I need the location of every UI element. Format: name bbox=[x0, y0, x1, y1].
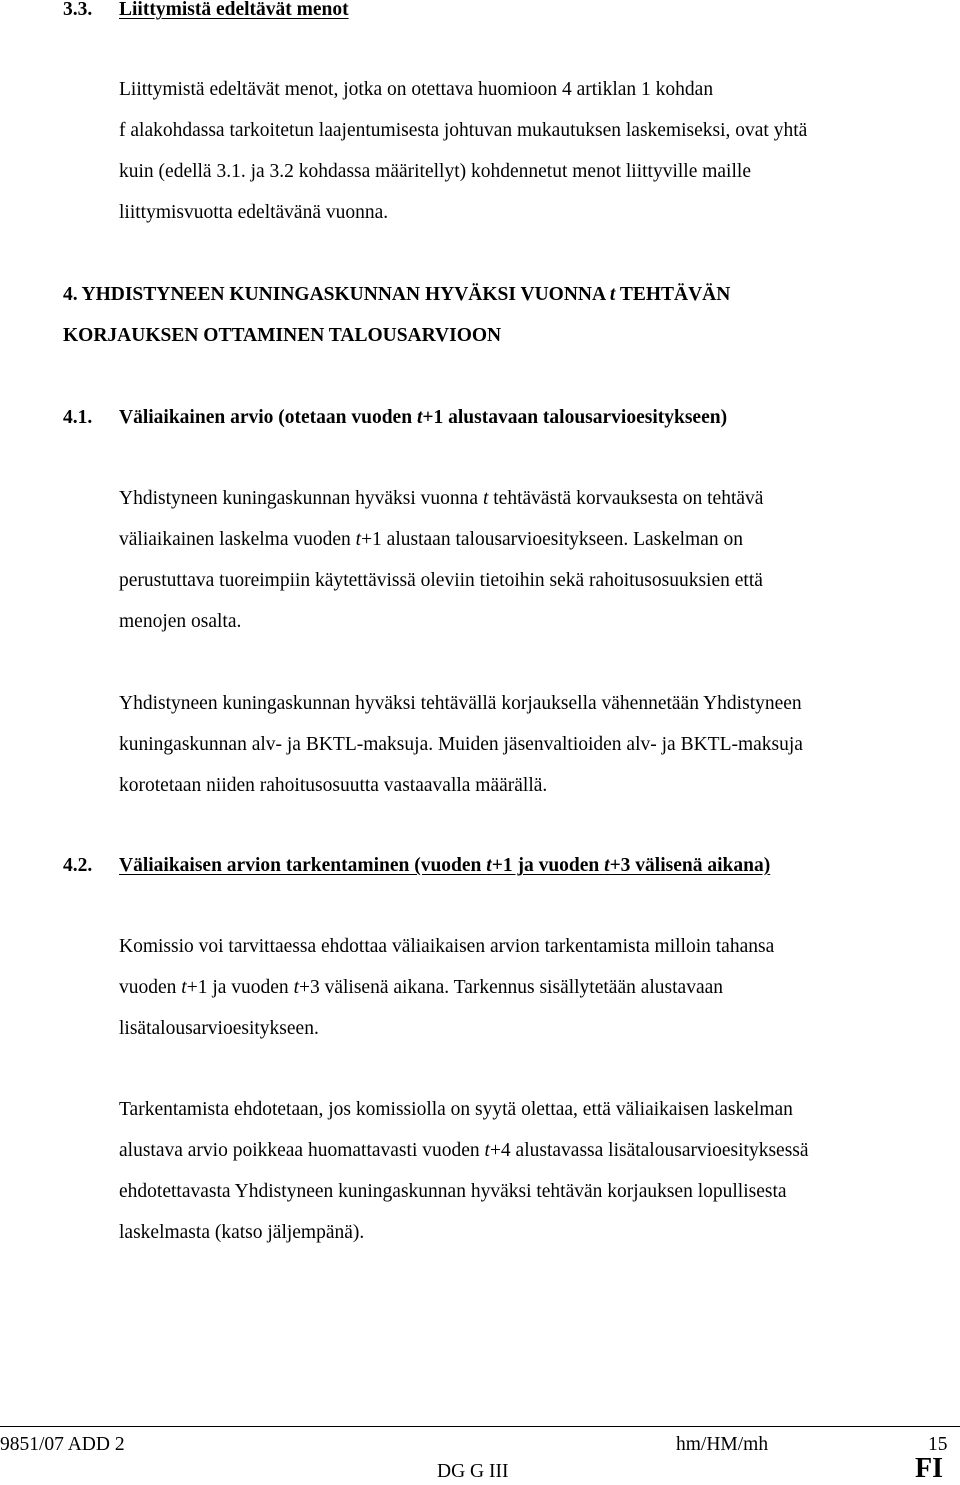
section-4-number: 4. bbox=[63, 284, 78, 305]
paragraph-line: kuningaskunnan alv- ja BKTL-maksuja. Muiden jäsenvaltioiden alv- ja BKTL-maksuja bbox=[119, 734, 803, 755]
section-4-title-line2: KORJAUKSEN OTTAMINEN TALOUSARVIOON bbox=[63, 325, 502, 346]
footer-doc-ref: 9851/07 ADD 2 bbox=[0, 1434, 125, 1455]
paragraph-line: Komissio voi tarvittaessa ehdottaa väliaikaisen arvion tarkentamista milloin tahansa bbox=[119, 936, 775, 957]
section-3-3-title: Liittymistä edeltävät menot bbox=[119, 0, 349, 20]
text: +1 ja vuoden bbox=[186, 977, 294, 998]
title-text: YHDISTYNEEN KUNINGASKUNNAN HYVÄKSI VUONNA bbox=[81, 284, 610, 305]
footer-initials: hm/HM/mh bbox=[676, 1434, 769, 1455]
paragraph-line: ehdotettavasta Yhdistyneen kuningaskunnan hyväksi tehtävän korjauksen lopullisesta bbox=[119, 1181, 787, 1202]
section-3-3-heading bbox=[63, 0, 92, 20]
section-4-2-title bbox=[119, 856, 770, 876]
title-text: TEHTÄVÄN bbox=[615, 284, 731, 305]
footer-page-number: 15 bbox=[928, 1434, 948, 1455]
text: +1 alustaan talousarvioesitykseen. Laskelman on bbox=[361, 529, 743, 550]
title-variable-t: t bbox=[609, 284, 616, 305]
footer-rule bbox=[0, 1426, 960, 1427]
footer-language: FI bbox=[915, 1453, 943, 1484]
title-text: Väliaikainen arvio (otetaan vuoden bbox=[119, 407, 417, 428]
footer-dg: DG G III bbox=[437, 1461, 509, 1482]
paragraph-line: Liittymistä edeltävät menot, jotka on otettava huomioon 4 artiklan 1 kohdan bbox=[119, 79, 714, 100]
section-4-title-line1 bbox=[62, 285, 730, 305]
paragraph-line: kuin (edellä 3.1. ja 3.2 kohdassa määritellyt) kohdennetut menot liittyville maille bbox=[119, 161, 751, 182]
variable-t: t bbox=[484, 1140, 490, 1161]
title-text: Väliaikaisen arvion tarkentaminen (vuoden bbox=[119, 855, 487, 876]
section-4-1-number: 4.1. bbox=[63, 407, 93, 428]
paragraph-line: perustuttava tuoreimpiin käytettävissä oleviin tietoihin sekä rahoitusosuuksien että bbox=[119, 570, 763, 591]
paragraph-line bbox=[119, 489, 763, 509]
title-text: +3 välisenä aikana) bbox=[609, 855, 771, 876]
paragraph-line bbox=[119, 1141, 809, 1161]
paragraph-line: liittymisvuotta edeltävänä vuonna. bbox=[119, 202, 389, 223]
title-text: +1 alustavaan talousarvioesitykseen) bbox=[422, 407, 728, 428]
section-4-2-number: 4.2. bbox=[63, 855, 93, 876]
text: tehtävästä korvauksesta on tehtävä bbox=[488, 488, 764, 509]
text: väliaikainen laskelma vuoden bbox=[119, 529, 356, 550]
variable-t: t bbox=[293, 977, 299, 998]
variable-t: t bbox=[181, 977, 187, 998]
paragraph-line: korotetaan niiden rahoitusosuutta vastaavalla määrällä. bbox=[119, 775, 548, 796]
paragraph-line: Yhdistyneen kuningaskunnan hyväksi tehtävällä korjauksella vähennetään Yhdistyneen bbox=[119, 693, 802, 714]
paragraph-line: menojen osalta. bbox=[119, 611, 242, 632]
text: alustava arvio poikkeaa huomattavasti vuoden bbox=[119, 1140, 485, 1161]
variable-t: t bbox=[355, 529, 362, 550]
paragraph-line: f alakohdassa tarkoitetun laajentumisesta johtuvan mukautuksen laskemiseksi, ovat yhtä bbox=[119, 120, 808, 141]
paragraph-line: lisätalousarvioesitykseen. bbox=[119, 1018, 319, 1039]
paragraph-line bbox=[119, 530, 743, 550]
text: vuoden bbox=[119, 977, 182, 998]
text: +3 välisenä aikana. Tarkennus sisällytetään alustavaan bbox=[298, 977, 724, 998]
title-variable-t: t bbox=[486, 855, 492, 876]
section-number: 3.3. bbox=[63, 0, 93, 20]
title-text: +1 ja vuoden bbox=[491, 855, 605, 876]
title-variable-t: t bbox=[416, 407, 423, 428]
title-variable-t: t bbox=[604, 855, 610, 876]
variable-t: t bbox=[482, 488, 489, 509]
text: +4 alustavassa lisätalousarvioesityksessä bbox=[489, 1140, 809, 1161]
text: Yhdistyneen kuningaskunnan hyväksi vuonna bbox=[119, 488, 483, 509]
section-4-1-title bbox=[119, 408, 727, 428]
paragraph-line: laskelmasta (katso jäljempänä). bbox=[119, 1222, 365, 1243]
paragraph-line: Tarkentamista ehdotetaan, jos komissiolla on syytä olettaa, että väliaikaisen laskelman bbox=[119, 1099, 793, 1120]
paragraph-line bbox=[119, 978, 723, 998]
